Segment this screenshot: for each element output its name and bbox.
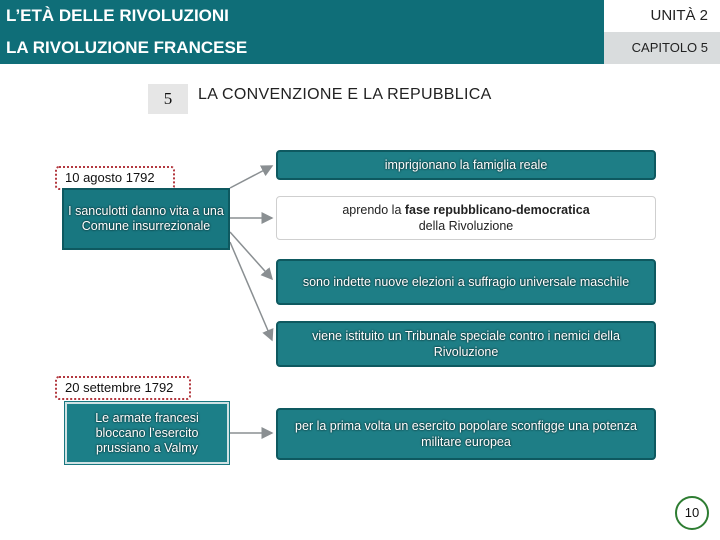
chapter-label: CAPITOLO 5 [631, 40, 708, 55]
cause-box-1: I sanculotti danno vita a una Comune insurrezionale [62, 188, 230, 250]
effect-box-elezioni: sono indette nuove elezioni a suffragio universale maschile [276, 259, 656, 305]
effect-box-imprigionano: imprigionano la famiglia reale [276, 150, 656, 180]
effect-box-fase-repubblicana [276, 196, 656, 240]
effect-fase-text [342, 202, 589, 234]
arrow-to-tribunale [230, 242, 272, 340]
unit-label: UNITÀ 2 [650, 7, 708, 24]
arrow-to-imprigionano [230, 166, 272, 188]
effect-fase-bold: fase repubblicano-democratica [404, 203, 590, 217]
effect-box-valmy: per la prima volta un esercito popolare sconfigge una potenza militare europea [276, 408, 656, 460]
chapter-number: 5 [148, 84, 188, 114]
header-title: L’ETÀ DELLE RIVOLUZIONI [6, 6, 229, 25]
date-label-1: 10 agosto 1792 [55, 166, 175, 190]
cause-box-2: Le armate francesi bloccano l’esercito prussiano a Valmy [65, 402, 229, 464]
page-number: 10 [675, 496, 709, 530]
chapter-title: LA CONVENZIONE E LA REPUBBLICA [198, 86, 492, 103]
header-subtitle: LA RIVOLUZIONE FRANCESE [6, 38, 248, 57]
effect-fase-after: della Rivoluzione [418, 219, 514, 233]
effect-fase-before: aprendo la [342, 203, 405, 217]
date-label-2: 20 settembre 1792 [55, 376, 191, 400]
effect-box-tribunale: viene istituito un Tribunale speciale contro i nemici della Rivoluzione [276, 321, 656, 367]
